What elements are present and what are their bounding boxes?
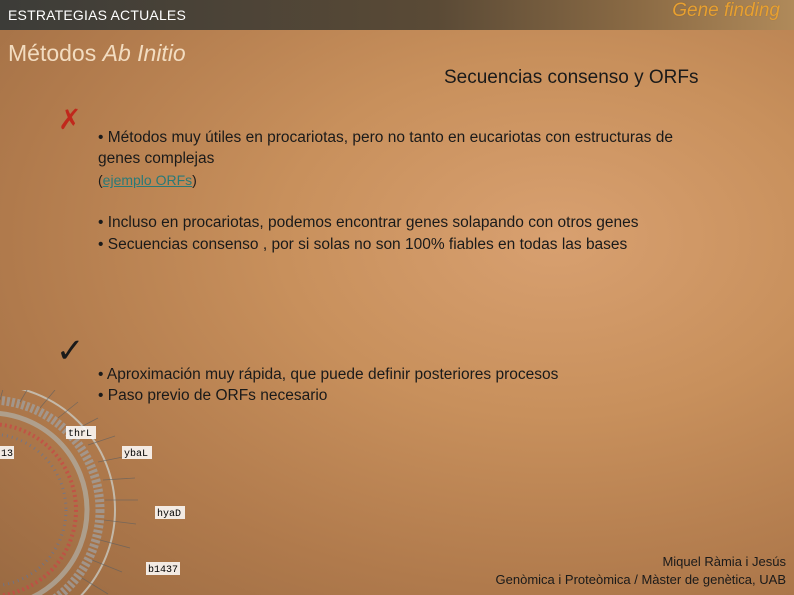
genome-map-diagram (0, 390, 220, 595)
page-title (8, 40, 186, 67)
footer-course: Genòmica i Proteòmica / Màster de genètica, UAB (495, 572, 786, 587)
cons-bullet-2: • Incluso en procariotas, podemos encontrar genes solapando con otros genes (98, 214, 639, 231)
gene-label-thrl: thrL (68, 429, 93, 440)
cons-bullet-1 (98, 127, 778, 169)
page-title-emphasis: Ab Initio (102, 40, 186, 66)
gene-label-hyad: hyaD (157, 509, 182, 520)
cons-bullet-1-line-1: • Métodos muy útiles en procariotas, pero no tanto en eucariotas con estructuras de (98, 129, 673, 146)
slide-tag: Gene finding (672, 0, 780, 21)
example-line (98, 170, 197, 191)
section-title: ESTRATEGIAS ACTUALES (8, 7, 187, 23)
subheading: Secuencias consenso y ORFs (444, 67, 699, 88)
cons-bullet-1-line-2: genes complejas (98, 150, 215, 167)
title-bar (0, 0, 794, 30)
example-open-paren: ( (98, 172, 103, 188)
example-orfs-link[interactable]: ejemplo ORFs (102, 172, 193, 188)
footer (496, 553, 786, 589)
gene-label-ybal: ybaL (124, 449, 149, 460)
gene-label-left: 13 (1, 449, 14, 460)
page-title-prefix: Métodos (8, 40, 103, 66)
genome-ring (0, 390, 138, 595)
footer-author: Miquel Ràmia i Jesús (662, 554, 786, 569)
pros-bullet-1: • Aproximación muy rápida, que puede definir posteriores procesos (98, 366, 559, 383)
cons-bullet-3: • Secuencias consenso , por si solas no son 100% fiables en todas las bases (98, 236, 628, 253)
example-close-paren: ) (192, 172, 197, 188)
pros-bullet-2: • Paso previo de ORFs necesario (98, 387, 328, 404)
check-mark-icon: ✓ (56, 332, 85, 370)
gene-label-b1437: b1437 (148, 565, 179, 576)
cross-mark-icon: ✗ (58, 104, 82, 135)
